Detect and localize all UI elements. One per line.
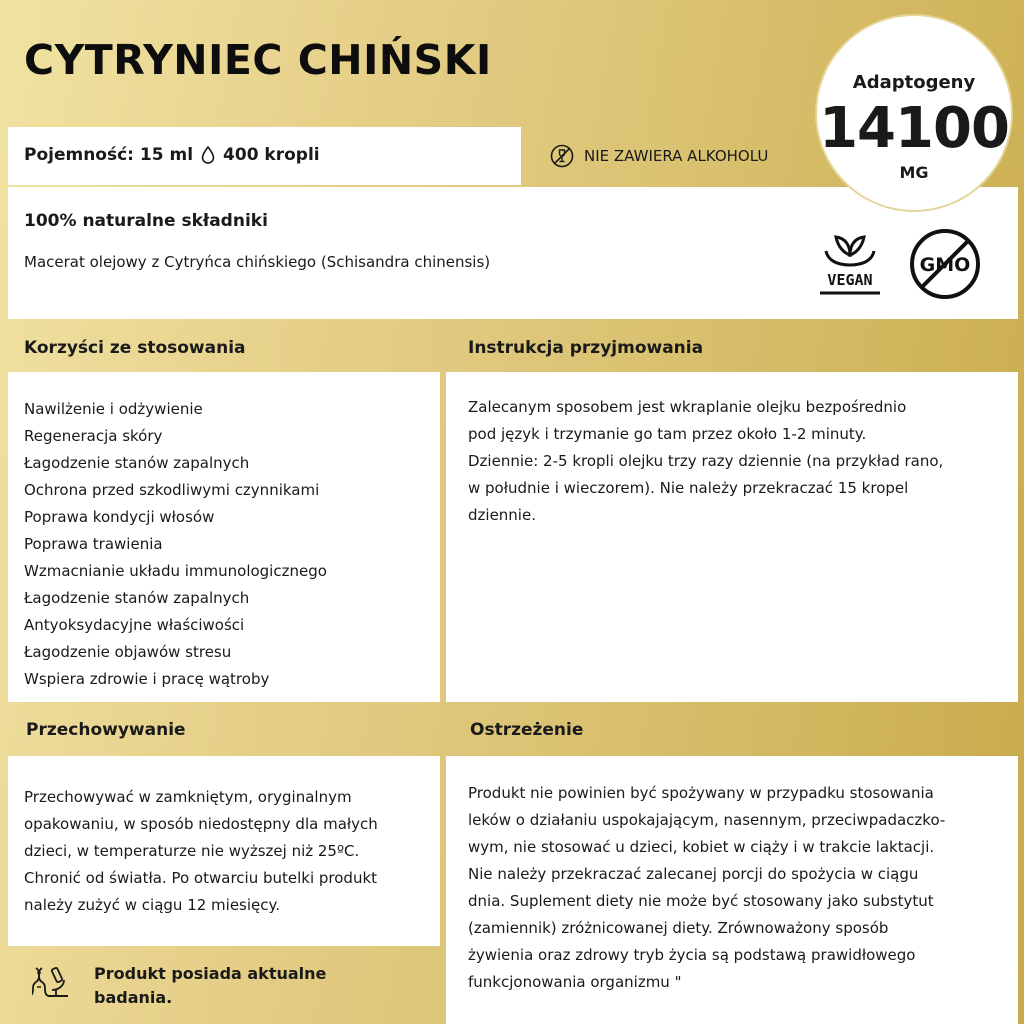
instructions-box [446, 372, 1018, 702]
benefits-list [24, 396, 327, 693]
text-line: żywienia oraz zdrowy tryb życia są podstawą prawidłowego [468, 946, 916, 964]
text-line: wym, nie stosować u dzieci, kobiet w ciąży i w trakcie laktacji. [468, 838, 935, 856]
text-line: Przechowywać w zamkniętym, oryginalnym [24, 788, 352, 806]
gmo-text: GMO [919, 254, 971, 276]
research-note [94, 962, 394, 1010]
list-item: Poprawa trawienia [24, 535, 163, 553]
research-line: Produkt posiada aktualne [94, 964, 327, 983]
instructions-text [468, 394, 943, 529]
list-item: Nawilżenie i odżywienie [24, 400, 203, 418]
text-line: w południe i wieczorem). Nie należy przekraczać 15 kropel [468, 479, 909, 497]
storage-box [8, 756, 440, 946]
capacity-line [24, 145, 320, 165]
dosage-badge [815, 14, 1013, 212]
storage-text [24, 784, 378, 919]
vegan-leaf-icon [814, 227, 886, 299]
product-title: CYTRYNIEC CHIŃSKI [24, 36, 492, 84]
list-item: Ochrona przed szkodliwymi czynnikami [24, 481, 320, 499]
text-line: funkcjonowania organizmu " [468, 973, 682, 991]
text-line: dnia. Suplement diety nie może być stosowany jako substytut [468, 892, 934, 910]
benefits-box [8, 372, 440, 702]
natural-ingredients-box [8, 187, 1018, 319]
text-line: Zalecanym sposobem jest wkraplanie olejku bezpośrednio [468, 398, 907, 416]
capacity-label: Pojemność: 15 ml [24, 145, 194, 165]
list-item: Łagodzenie objawów stresu [24, 643, 232, 661]
drop-icon [201, 146, 215, 164]
vegan-text: VEGAN [827, 271, 873, 289]
warning-text [468, 780, 945, 996]
text-line: należy zużyć w ciągu 12 miesięcy. [24, 896, 281, 914]
no-alcohol-label: NIE ZAWIERA ALKOHOLU [584, 147, 769, 165]
warning-box [446, 756, 1018, 1024]
text-line: dzieci, w temperaturze nie wyższej niż 25ºC. [24, 842, 360, 860]
benefits-title: Korzyści ze stosowania [24, 338, 246, 358]
capacity-box [8, 127, 521, 185]
list-item: Wzmacnianie układu immunologicznego [24, 562, 327, 580]
drops-count: 400 kropli [223, 145, 320, 165]
text-line: Chronić od światła. Po otwarciu butelki produkt [24, 869, 378, 887]
natural-description: Macerat olejowy z Cytryńca chińskiego (Schisandra chinensis) [24, 253, 491, 271]
instructions-title: Instrukcja przyjmowania [468, 338, 704, 358]
text-line: pod język i trzymanie go tam przez około 1-2 minuty. [468, 425, 867, 443]
text-line: leków o działaniu uspokajającym, nasennym, przeciwpadaczko- [468, 811, 946, 829]
text-line: opakowaniu, w sposób niedostępny dla małych [24, 815, 378, 833]
text-line: Produkt nie powinien być spożywany w przypadku stosowania [468, 784, 934, 802]
list-item: Łagodzenie stanów zapalnych [24, 589, 250, 607]
storage-title: Przechowywanie [26, 720, 186, 740]
list-item: Antyoksydacyjne właściwości [24, 616, 245, 634]
list-item: Poprawa kondycji włosów [24, 508, 215, 526]
text-line: dziennie. [468, 506, 536, 524]
no-alcohol-icon [550, 144, 574, 168]
badge-unit: MG [899, 163, 929, 182]
list-item: Łagodzenie stanów zapalnych [24, 454, 250, 472]
list-item: Regeneracja skóry [24, 427, 163, 445]
no-alcohol-note [550, 144, 768, 168]
microscope-dna-icon [32, 962, 72, 1002]
text-line: Dziennie: 2-5 kropli olejku trzy razy dziennie (na przykład rano, [468, 452, 944, 470]
research-line: badania. [94, 988, 173, 1007]
badge-label: Adaptogeny [852, 72, 976, 93]
badge-value: 14100 [819, 96, 1009, 161]
text-line: Nie należy przekraczać zalecanej porcji do spożycia w ciągu [468, 865, 919, 883]
text-line: (zamiennik) zróżnicowanej diety. Zrównoważony sposób [468, 919, 889, 937]
list-item: Wspiera zdrowie i pracę wątroby [24, 670, 270, 688]
natural-title: 100% naturalne składniki [24, 211, 268, 231]
warning-title: Ostrzeżenie [470, 720, 584, 740]
no-gmo-icon [908, 227, 982, 301]
